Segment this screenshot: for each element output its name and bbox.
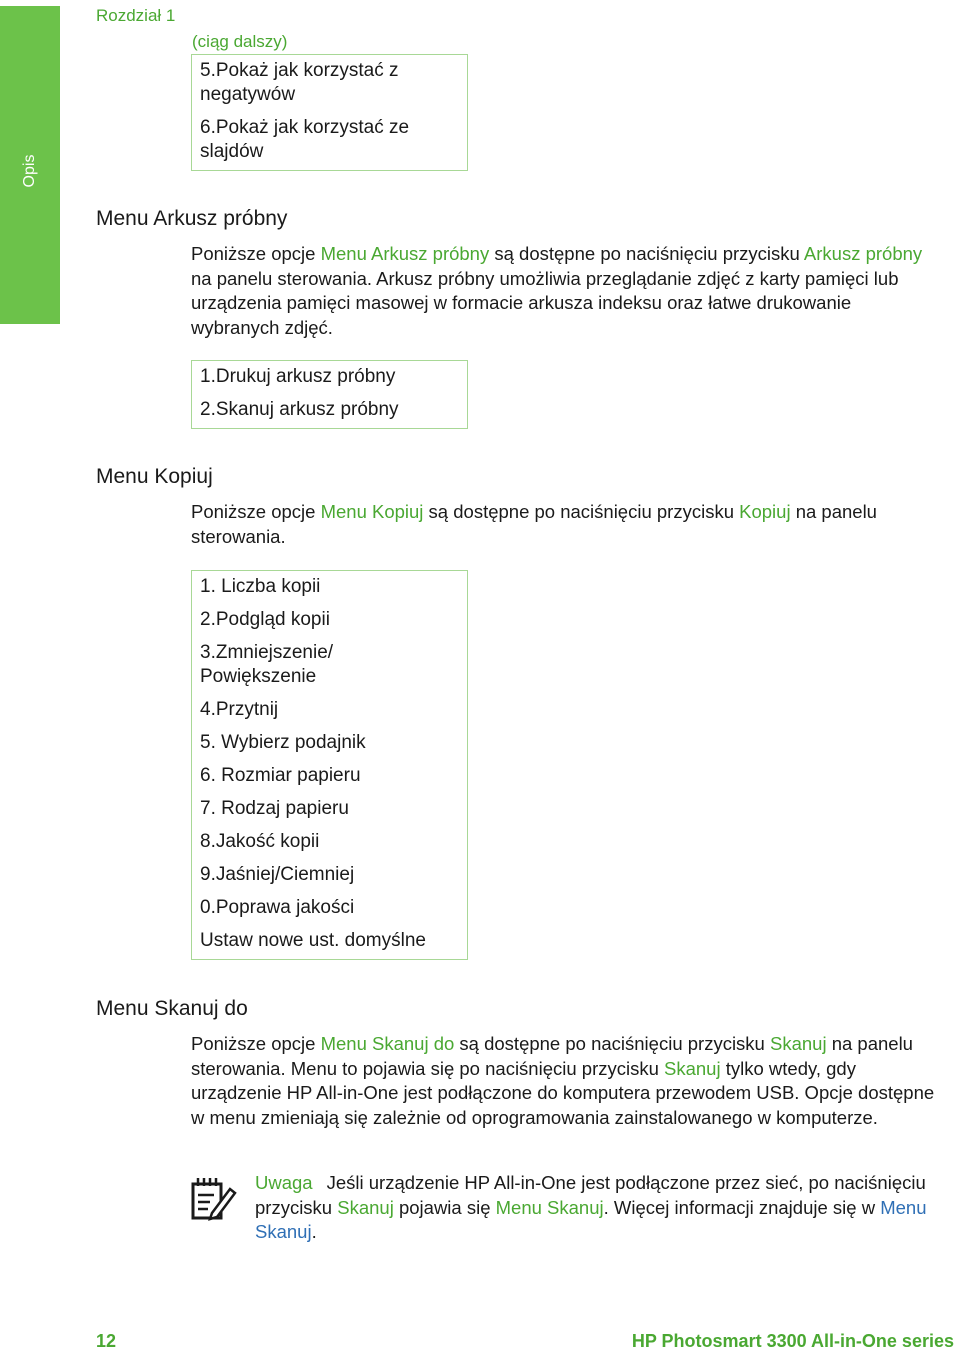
proof-description: Poniższe opcje Menu Arkusz próbny są dostępne po naciśnięciu przycisku Arkusz próbny na panelu sterowania. Arkusz próbny umożliwia przeglądanie zdjęć z karty pamięci lub urządzenia pamięci masowej w formacie arkusza indeksu oraz łatwe drukowanie wybranych zdjęć. bbox=[191, 243, 923, 338]
menu-item: 2.Skanuj arkusz próbny bbox=[200, 399, 399, 420]
section-title-proof: Menu Arkusz próbny bbox=[96, 207, 288, 230]
page-number: 12 bbox=[96, 1331, 117, 1351]
menu-skanuj-link[interactable]: Menu Skanuj bbox=[255, 1196, 927, 1242]
side-tab bbox=[0, 6, 60, 324]
menu-item: 9.Jaśniej/Ciemniej bbox=[200, 864, 355, 885]
menu-item: 6. Rozmiar papieru bbox=[200, 765, 361, 786]
menu-item: 3.Zmniejszenie/ Powiększenie bbox=[200, 642, 334, 687]
scan-description: Poniższe opcje Menu Skanuj do są dostępne po naciśnięciu przycisku Skanuj na panelu sterowania. Menu to pojawia się po naciśnięciu przycisku Skanuj tylko wtedy, gdy urządzenie HP All-in-One jest podłączone do komputera przewodem USB. Opcje dostępne w menu zmieniają się zależnie od oprogramowania zainstalowanego w komputerze. bbox=[191, 1033, 935, 1128]
menu-item: 1. Liczba kopii bbox=[200, 576, 321, 597]
menu-item: Ustaw nowe ust. domyślne bbox=[200, 930, 426, 951]
proof-menu-box bbox=[191, 360, 468, 429]
menu-item: 2.Podgląd kopii bbox=[200, 609, 330, 630]
copy-description: Poniższe opcje Menu Kopiuj są dostępne po naciśnięciu przycisku Kopiuj na panelu sterowania. bbox=[191, 501, 877, 547]
continued-menu-box bbox=[191, 54, 468, 171]
copy-menu-box bbox=[191, 570, 468, 960]
side-tab-label: Opis bbox=[21, 154, 38, 188]
menu-item: 4.Przytnij bbox=[200, 699, 279, 720]
note-label: Uwaga bbox=[255, 1172, 313, 1193]
menu-item: 0.Poprawa jakości bbox=[200, 897, 355, 918]
section-title-copy: Menu Kopiuj bbox=[96, 465, 213, 488]
menu-item: 8.Jakość kopii bbox=[200, 831, 320, 852]
menu-item: 6.Pokaż jak korzystać ze slajdów bbox=[200, 117, 410, 162]
product-name: HP Photosmart 3300 All-in-One series bbox=[631, 1331, 954, 1351]
chapter-label: Rozdział 1 bbox=[96, 6, 176, 25]
section-title-scan: Menu Skanuj do bbox=[96, 997, 248, 1020]
menu-item: 5.Pokaż jak korzystać z negatywów bbox=[200, 60, 399, 105]
note-pad-pencil-icon bbox=[190, 1175, 238, 1223]
note-text: Uwaga Jeśli urządzenie HP All-in-One jest podłączone przez sieć, po naciśnięciu przycisku Skanuj pojawia się Menu Skanuj. Więcej informacji znajduje się w Menu Skanuj. bbox=[255, 1172, 927, 1242]
menu-item: 7. Rodzaj papieru bbox=[200, 798, 349, 819]
menu-item: 1.Drukuj arkusz próbny bbox=[200, 366, 396, 387]
continued-label: (ciąg dalszy) bbox=[192, 32, 288, 51]
menu-item: 5. Wybierz podajnik bbox=[200, 732, 366, 753]
